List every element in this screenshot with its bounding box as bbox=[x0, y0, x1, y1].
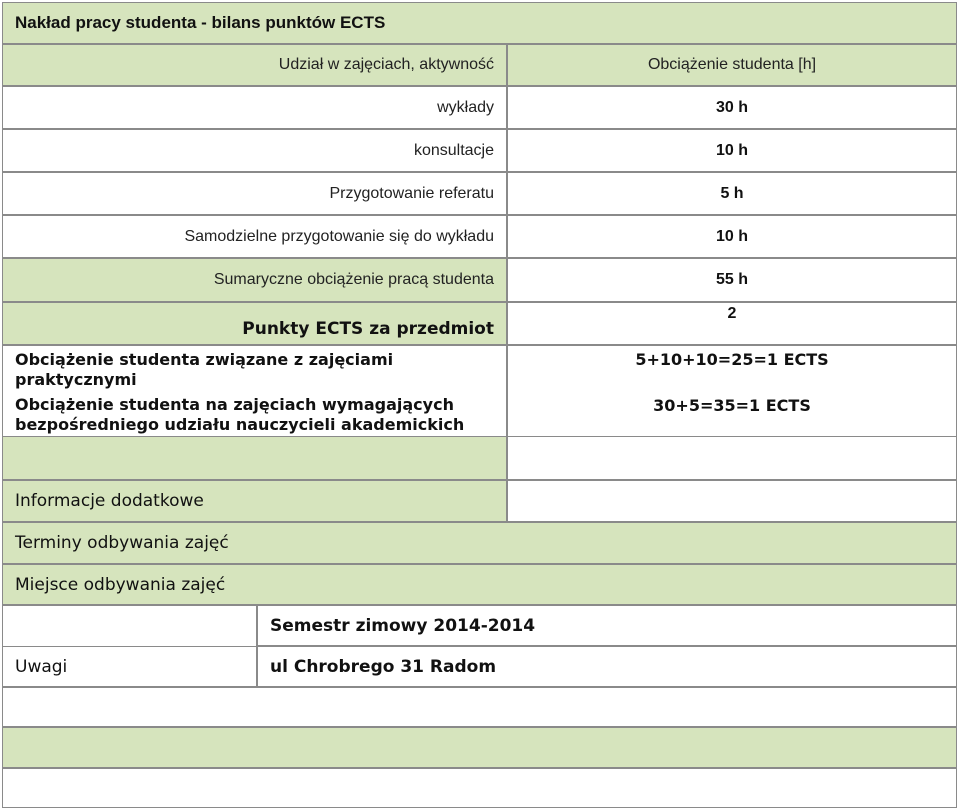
schedule-label: Terminy odbywania zajęć bbox=[2, 522, 957, 564]
row-value-self-study: 10 h bbox=[507, 215, 957, 258]
empty-cell bbox=[2, 436, 507, 480]
row-value-lectures: 30 h bbox=[507, 86, 957, 129]
table-title: Nakład pracy studenta - bilans punktów ECTS bbox=[2, 2, 957, 44]
load-column-header: Obciążenie studenta [h] bbox=[507, 44, 957, 86]
summary-value: 55 h bbox=[507, 258, 957, 302]
row-value-consultations: 10 h bbox=[507, 129, 957, 172]
load-description-block bbox=[2, 345, 507, 436]
additional-info-value bbox=[507, 480, 957, 522]
activity-column-header: Udział w zajęciach, aktywność bbox=[2, 44, 507, 86]
direct-load-value: 30+5=35=1 ECTS bbox=[653, 396, 811, 415]
row-label-lectures: wykłady bbox=[2, 86, 507, 129]
ects-points-label: Punkty ECTS za przedmiot bbox=[2, 302, 507, 345]
load-values-block bbox=[507, 345, 957, 436]
empty-cell bbox=[2, 605, 257, 646]
address-value: ul Chrobrego 31 Radom bbox=[257, 646, 957, 687]
row-label-consultations: konsultacje bbox=[2, 129, 507, 172]
direct-load-label: Obciążenie studenta na zajęciach wymagających bezpośredniego udziału nauczycieli akademickich bbox=[15, 395, 465, 434]
ects-points-value: 2 bbox=[507, 302, 957, 345]
empty-cell bbox=[507, 436, 957, 480]
row-value-report: 5 h bbox=[507, 172, 957, 215]
additional-info-label: Informacje dodatkowe bbox=[2, 480, 507, 522]
semester-value: Semestr zimowy 2014-2014 bbox=[257, 605, 957, 646]
row-label-report: Przygotowanie referatu bbox=[2, 172, 507, 215]
row-label-self-study: Samodzielne przygotowanie się do wykładu bbox=[2, 215, 507, 258]
notes-label: Uwagi bbox=[2, 646, 257, 687]
summary-label: Sumaryczne obciążenie pracą studenta bbox=[2, 258, 507, 302]
practical-load-value: 5+10+10=25=1 ECTS bbox=[635, 350, 829, 369]
empty-row bbox=[2, 768, 957, 808]
ects-balance-table bbox=[2, 2, 957, 808]
empty-row bbox=[2, 727, 957, 768]
place-label: Miejsce odbywania zajęć bbox=[2, 564, 957, 605]
practical-load-label: Obciążenie studenta związane z zajęciami praktycznymi bbox=[15, 350, 394, 389]
empty-row bbox=[2, 687, 957, 727]
